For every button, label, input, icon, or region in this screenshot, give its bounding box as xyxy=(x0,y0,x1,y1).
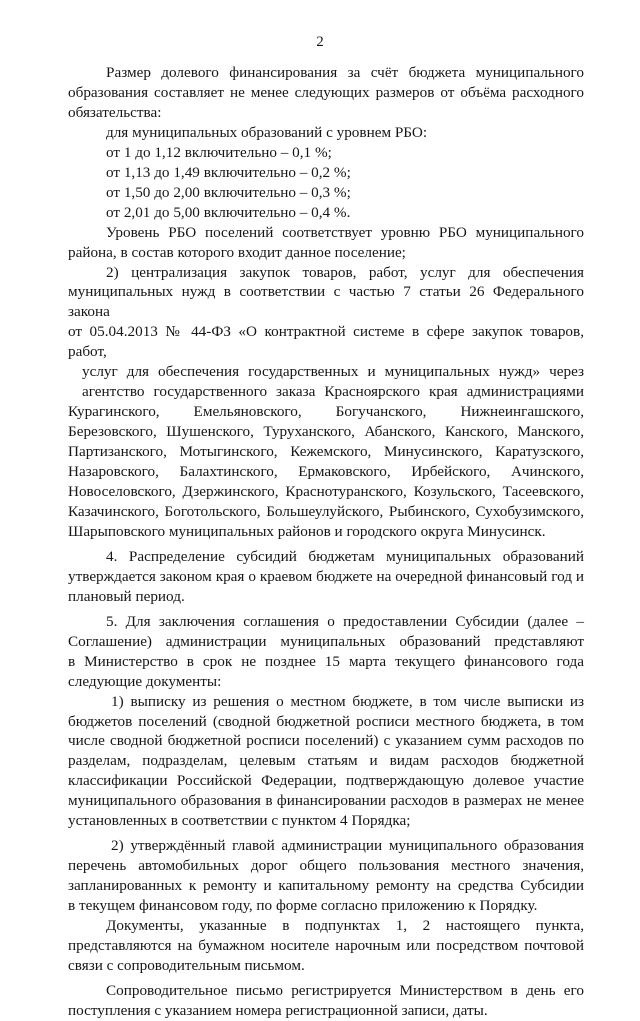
paragraph-line: Партизанского, Мотыгинского, Кежемского, Минусинского, Каратузского, xyxy=(68,443,584,461)
paragraph-line: разделам, подразделам, целевым статьям и видам расходов бюджетной xyxy=(68,752,584,770)
document-body xyxy=(68,63,584,1021)
paragraph-line: Сопроводительное письмо регистрируется Министерством в день его xyxy=(106,981,584,999)
paragraph-line: обязательства: xyxy=(68,103,162,121)
paragraph-line: классификации Российской Федерации, подтверждающую долевое участие xyxy=(68,772,584,790)
paragraph-line: Казачинского, Боготольского, Большеулуйского, Рыбинского, Сухобузимского, xyxy=(68,502,584,520)
paragraph-line: 2) централизация закупок товаров, работ, услуг для обеспечения xyxy=(106,263,584,281)
paragraph-line: следующие документы: xyxy=(68,672,222,690)
page-number: 2 xyxy=(316,34,324,50)
paragraph-line: агентство государственного заказа Красноярского края администрациями xyxy=(82,383,584,401)
paragraph-line: перечень автомобильных дорог общего пользования местного значения, xyxy=(68,857,584,875)
paragraph-line: утверждается законом края о краевом бюджете на очередной финансовый год и xyxy=(68,567,584,585)
paragraph-line: Размер долевого финансирования за счёт бюджета муниципального xyxy=(106,64,584,81)
paragraph-line: района, в состав которого входит данное поселение; xyxy=(68,243,406,261)
paragraph-line: связи с сопроводительным письмом. xyxy=(68,956,305,974)
paragraph-line: Соглашение) администрации муниципальных образований представляют xyxy=(68,632,584,650)
paragraph-line: в текущем финансовом году, по форме согласно приложению к Порядку. xyxy=(68,897,538,915)
paragraph-line: поступления с указанием номера регистрационной записи, даты. xyxy=(68,1001,488,1019)
paragraph-line: в Министерство в срок не позднее 15 марта текущего финансового года xyxy=(68,652,584,670)
paragraph-line: Новоселовского, Дзержинского, Краснотуранского, Козульского, Тасеевского, xyxy=(68,483,584,501)
paragraph-line: 2) утверждённый главой администрации муниципального образования xyxy=(111,837,584,855)
paragraph-line: Шарыповского муниципальных районов и городского округа Минусинск. xyxy=(68,522,546,540)
list-item: от 1,13 до 1,49 включительно – 0,2 %; xyxy=(106,163,351,181)
paragraph-line: представляются на бумажном носителе нарочным или посредством почтовой xyxy=(68,936,584,954)
paragraph-line: образования составляет не менее следующих размеров от объёма расходного xyxy=(68,83,584,101)
paragraph-line: установленных в соответствии с пунктом 4 Порядка; xyxy=(68,812,411,830)
paragraph-line: 4. Распределение субсидий бюджетам муниципальных образований xyxy=(106,547,584,565)
paragraph-line: Курагинского, Емельяновского, Богучанского, Нижнеингашского, xyxy=(68,403,584,421)
paragraph-line: запланированных к ремонту и капитальному ремонту на средства Субсидии xyxy=(68,877,584,895)
list-item: от 1 до 1,12 включительно – 0,1 %; xyxy=(106,143,332,161)
paragraph-line: услуг для обеспечения государственных и муниципальных нужд» через xyxy=(82,363,584,381)
paragraph-line: муниципального образования в финансировании расходов в размерах не менее xyxy=(68,792,584,810)
paragraph-line: 5. Для заключения соглашения о предоставлении Субсидии (далее – xyxy=(106,612,584,630)
list-item: от 2,01 до 5,00 включительно – 0,4 %. xyxy=(106,203,351,221)
paragraph-line: Назаровского, Балахтинского, Ермаковского, Ирбейского, Ачинского, xyxy=(68,463,584,481)
paragraph-line: бюджетов поселений (сводной бюджетной росписи местного бюджета, в том xyxy=(68,712,584,730)
list-heading: для муниципальных образований с уровнем РБО: xyxy=(106,123,428,141)
paragraph-line: плановый период. xyxy=(68,587,185,605)
paragraph-line: муниципальных нужд в соответствии с частью 7 статьи 26 Федерального закона xyxy=(68,283,584,321)
list-item: от 1,50 до 2,00 включительно – 0,3 %; xyxy=(106,183,351,201)
paragraph-line: от 05.04.2013 № 44-ФЗ «О контрактной системе в сфере закупок товаров, работ, xyxy=(68,323,584,361)
paragraph-line: Документы, указанные в подпунктах 1, 2 настоящего пункта, xyxy=(106,917,584,935)
paragraph-line: Уровень РБО поселений соответствует уровню РБО муниципального xyxy=(106,223,584,241)
paragraph-line: Березовского, Шушенского, Туруханского, Абанского, Канского, Манского, xyxy=(68,423,584,441)
paragraph-line: 1) выписку из решения о местном бюджете, в том числе выписки из xyxy=(111,692,584,710)
paragraph-line: числе сводной бюджетной росписи поселений) с указанием сумм расходов по xyxy=(68,732,584,750)
